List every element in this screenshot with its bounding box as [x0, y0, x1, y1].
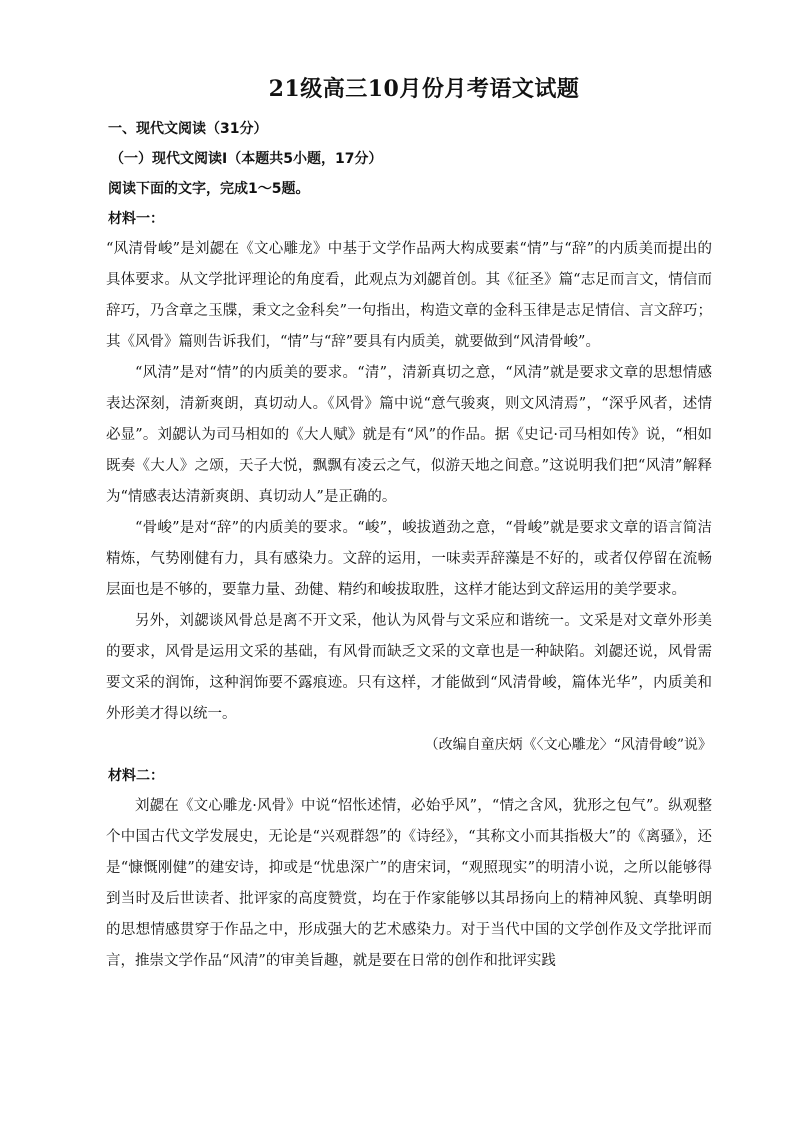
material-1-paragraph-3: “骨峻”是对“辞”的内质美的要求。“峻”，峻拔遒劲之意，“骨峻”就是要求文章的语言简洁精炼，气势刚健有力，具有感染力。文辞的运用，一味卖弄辞藻是不好的，或者仅停留在流畅层面也是不够的，要靠力量、劲健、精约和峻拔取胜，这样才能达到文辞运用的美学要求。 [106, 520, 712, 598]
material-1-source: （改编自童庆炳《〈文心雕龙〉“风清骨峻”说》 [424, 737, 712, 753]
material-1-paragraph-2: “风清”是对“情”的内质美的要求。“清”，清新真切之意，“风清”就是要求文章的思想情感表达深刻，清新爽朗，真切动人。《风骨》篇中说“意气骏爽，则文风清焉”，“深乎风者，述情必显”。刘勰认为司马相如的《大人赋》就是有“风”的作品。据《史记·司马相如传》说，“相如既奏《大人》之颂，天子大悦，飘飘有凌云之气，似游天地之间意。”这说明我们把“风清”解释为“情感表达清新爽朗、真切动人”是正确的。 [106, 365, 712, 505]
instruction-text: 阅读下面的文字，完成1～5题。 [108, 181, 310, 197]
material-1-paragraph-1: “风清骨峻”是刘勰在《文心雕龙》中基于文学作品两大构成要素“情”与“辞”的内质美而提出的具体要求。从文学批评理论的角度看，此观点为刘勰首创。其《征圣》篇“志足而言文，情信而辞巧，乃含章之玉牒，秉文之金科矣”一句指出，构造文章的金科玉律是志足情信、言文辞巧；其《风骨》篇则告诉我们，“情”与“辞”要具有内质美，就要做到“风清骨峻”。 [106, 241, 712, 350]
page-title: 21级高三10月份月考语文试题 [268, 76, 580, 102]
material-2-label: 材料二： [108, 768, 164, 784]
material-1-paragraph-4: 另外，刘勰谈风骨总是离不开文采，他认为风骨与文采应和谐统一。文采是对文章外形美的要求，风骨是运用文采的基础，有风骨而缺乏文采的文章也是一种缺陷。刘勰还说，风骨需要文采的润饰，这种润饰要不露痕迹。只有这样，才能做到“风清骨峻，篇体光华”，内质美和外形美才得以统一。 [106, 613, 712, 722]
material-2-paragraph-1: 刘勰在《文心雕龙·风骨》中说“怊怅述情，必始乎风”，“情之含风，犹形之包气”。纵观整个中国古代文学发展史，无论是“兴观群怨”的《诗经》，“其称文小而其指极大”的《离骚》，还是“慷慨刚健”的建安诗，抑或是“忧患深广”的唐宋词，“观照现实”的明清小说，之所以能够得到当时及后世读者、批评家的高度赞赏，均在于作家能够以其昂扬向上的精神风貌、真挚明朗的思想情感贯穿于作品之中，形成强大的艺术感染力。对于当代中国的文学创作及文学批评而言，推崇文学作品“风清”的审美旨趣，就是要在日常的创作和批评实践 [106, 798, 712, 969]
material-2-body [106, 791, 712, 977]
section-heading: 一、现代文阅读（31分） [108, 121, 268, 137]
material-1-body [106, 234, 712, 761]
material-1-label: 材料一： [108, 211, 164, 227]
subsection-heading: （一）现代文阅读Ⅰ（本题共5小题，17分） [110, 151, 383, 167]
